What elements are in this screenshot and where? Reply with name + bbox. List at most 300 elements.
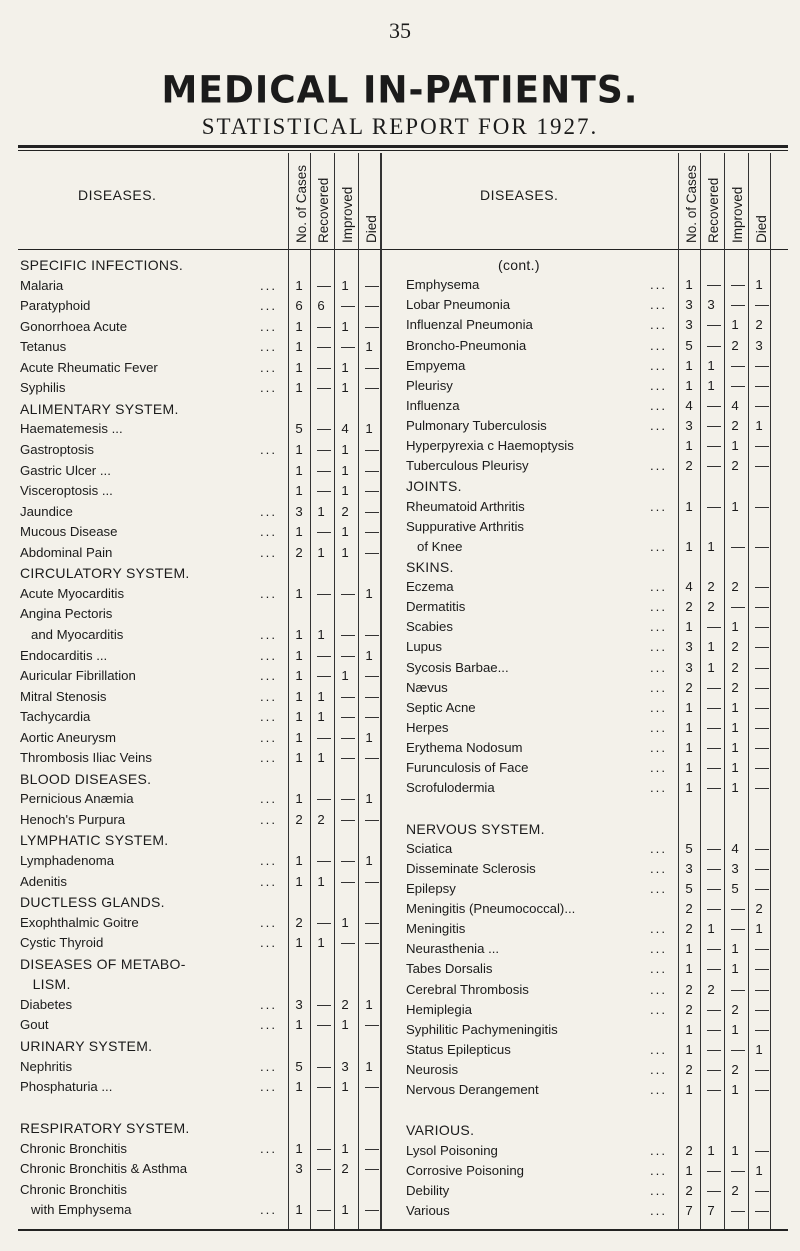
value-dash bbox=[755, 547, 769, 548]
table-row bbox=[18, 579, 788, 595]
disease-name: Debility bbox=[406, 1182, 450, 1198]
leader-dots: ... bbox=[260, 668, 277, 684]
table-row bbox=[18, 338, 788, 354]
table-row bbox=[18, 1203, 788, 1219]
recovered-count: 7 bbox=[707, 1202, 715, 1218]
cases-count: 3 bbox=[685, 860, 693, 876]
leader-dots: ... bbox=[650, 679, 667, 695]
leader-dots: ... bbox=[650, 941, 667, 957]
disease-name: Tetanus bbox=[20, 339, 67, 355]
value-dash bbox=[755, 768, 769, 769]
recovered-count: 6 bbox=[317, 298, 325, 314]
table-row bbox=[18, 317, 788, 333]
cases-count: 2 bbox=[685, 599, 693, 615]
leader-dots: ... bbox=[650, 357, 667, 373]
table-row bbox=[18, 499, 788, 515]
cases-count: 1 bbox=[685, 699, 693, 715]
leader-dots: ... bbox=[260, 1017, 277, 1033]
leader-dots: ... bbox=[260, 1079, 277, 1095]
value-dash bbox=[755, 466, 769, 467]
leader-dots: ... bbox=[650, 1062, 667, 1077]
value-dash bbox=[755, 668, 769, 669]
improved-count: 4 bbox=[731, 840, 739, 856]
improved-count: 2 bbox=[341, 1161, 349, 1177]
disease-name: Nervous Derangement bbox=[406, 1082, 539, 1098]
improved-count: 1 bbox=[731, 941, 739, 957]
recovered-count: 1 bbox=[317, 750, 325, 766]
disease-name: Scrofulodermia bbox=[406, 780, 495, 796]
disease-name: Pulmonary Tuberculosis bbox=[406, 418, 547, 433]
leader-dots: ... bbox=[650, 880, 667, 896]
table-row bbox=[18, 1042, 788, 1058]
section-label: CIRCULATORY SYSTEM. bbox=[20, 565, 190, 582]
improved-count: 1 bbox=[731, 719, 739, 735]
section-label: SKINS. bbox=[406, 558, 454, 575]
died-count: 2 bbox=[755, 317, 763, 333]
left-col-header: Improved bbox=[340, 186, 355, 243]
improved-count: 1 bbox=[731, 317, 739, 333]
disease-name: Tuberculous Pleurisy bbox=[406, 458, 529, 474]
value-dash bbox=[755, 969, 769, 970]
leader-dots: ... bbox=[650, 780, 667, 796]
cases-count: 1 bbox=[685, 740, 693, 755]
leader-dots: ... bbox=[260, 750, 277, 766]
cases-count: 2 bbox=[685, 679, 693, 695]
disease-name: Influenza bbox=[406, 397, 460, 413]
table-row bbox=[18, 1140, 788, 1159]
disease-name: Eczema bbox=[406, 579, 454, 594]
value-dash bbox=[755, 366, 769, 367]
section-label: LYMPHATIC SYSTEM. bbox=[20, 832, 169, 849]
value-dash bbox=[707, 788, 721, 789]
improved-count: 1 bbox=[341, 524, 349, 540]
recovered-count: 1 bbox=[707, 357, 715, 373]
leader-dots: ... bbox=[650, 921, 667, 937]
value-dash bbox=[755, 386, 769, 387]
disease-name: Hemiplegia bbox=[406, 1001, 472, 1017]
disease-name: Acute Myocarditis bbox=[20, 585, 125, 601]
leader-dots: ... bbox=[260, 873, 277, 889]
value-dash bbox=[707, 869, 721, 870]
disease-name: Aortic Aneurysm bbox=[20, 729, 117, 745]
leader-dots: ... bbox=[650, 840, 667, 856]
disease-name: Corrosive Poisoning bbox=[406, 1162, 525, 1178]
leader-dots: ... bbox=[260, 791, 277, 807]
value-dash bbox=[341, 697, 355, 698]
value-dash bbox=[755, 587, 769, 588]
leader-dots: ... bbox=[260, 626, 277, 642]
value-dash bbox=[755, 507, 769, 508]
value-dash bbox=[707, 949, 721, 950]
leader-dots: ... bbox=[260, 996, 277, 1012]
table-row bbox=[18, 982, 788, 998]
improved-count: 2 bbox=[341, 503, 349, 519]
recovered-count: 1 bbox=[317, 544, 325, 560]
leader-dots: ... bbox=[650, 740, 667, 755]
value-dash bbox=[755, 647, 769, 648]
table-row bbox=[18, 539, 788, 555]
improved-count: 1 bbox=[731, 740, 739, 755]
recovered-count: 2 bbox=[707, 981, 715, 997]
value-dash bbox=[755, 688, 769, 689]
cases-count: 1 bbox=[685, 961, 693, 977]
value-dash bbox=[317, 799, 331, 800]
leader-dots: ... bbox=[650, 981, 667, 997]
cases-count: 1 bbox=[295, 668, 303, 684]
value-dash bbox=[731, 990, 745, 991]
value-dash bbox=[707, 849, 721, 850]
section-heading bbox=[18, 1122, 788, 1138]
leader-dots: ... bbox=[260, 277, 277, 293]
cases-count: 1 bbox=[295, 359, 303, 375]
left-col-header: No. of Cases bbox=[294, 164, 309, 243]
died-count: 1 bbox=[755, 921, 763, 937]
table-row bbox=[18, 941, 788, 957]
cases-count: 3 bbox=[685, 659, 693, 675]
recovered-count: 3 bbox=[707, 297, 715, 313]
cases-count: 2 bbox=[685, 1001, 693, 1017]
disease-name: Exophthalmic Goitre bbox=[20, 914, 139, 930]
leader-dots: ... bbox=[650, 458, 667, 474]
died-count: 1 bbox=[365, 729, 373, 745]
cases-count: 5 bbox=[685, 840, 693, 856]
improved-count: 1 bbox=[341, 1140, 349, 1156]
cases-count: 2 bbox=[685, 981, 693, 997]
improved-count: 1 bbox=[341, 914, 349, 930]
leader-dots: ... bbox=[650, 639, 667, 655]
cases-count: 3 bbox=[685, 297, 693, 313]
value-dash bbox=[755, 728, 769, 729]
cases-count: 1 bbox=[295, 462, 303, 478]
improved-count: 1 bbox=[731, 961, 739, 977]
value-dash bbox=[755, 627, 769, 628]
improved-count: 1 bbox=[341, 462, 349, 478]
disease-name: and Myocarditis bbox=[20, 626, 124, 642]
section-heading bbox=[18, 559, 788, 575]
disease-name: Broncho-Pneumonia bbox=[406, 337, 527, 353]
top-rule-thin bbox=[18, 150, 788, 151]
improved-count: 4 bbox=[731, 397, 739, 413]
cases-count: 1 bbox=[685, 357, 693, 373]
section-heading bbox=[18, 478, 788, 494]
cases-count: 1 bbox=[685, 941, 693, 957]
leader-dots: ... bbox=[650, 699, 667, 715]
value-dash bbox=[707, 426, 721, 427]
disease-name: Septic Acne bbox=[406, 699, 476, 715]
section-label: ALIMENTARY SYSTEM. bbox=[20, 400, 179, 417]
section-label: RESPIRATORY SYSTEM. bbox=[20, 1120, 190, 1137]
section-label: LISM. bbox=[20, 976, 71, 993]
cases-count: 1 bbox=[295, 339, 303, 355]
improved-count: 2 bbox=[731, 679, 739, 695]
disease-name: Mucous Disease bbox=[20, 524, 118, 540]
value-dash bbox=[755, 1090, 769, 1091]
value-dash bbox=[731, 929, 745, 930]
cases-count: 1 bbox=[295, 585, 303, 601]
value-dash bbox=[755, 1030, 769, 1031]
disease-name: Herpes bbox=[406, 719, 449, 735]
improved-count: 1 bbox=[731, 1021, 739, 1037]
leader-dots: ... bbox=[650, 277, 667, 293]
table-row bbox=[18, 921, 788, 937]
improved-count: 1 bbox=[731, 699, 739, 715]
section-label: BLOOD DISEASES. bbox=[20, 770, 152, 787]
value-dash bbox=[755, 849, 769, 850]
disease-name: Henoch's Purpura bbox=[20, 811, 126, 827]
value-dash bbox=[707, 768, 721, 769]
value-dash bbox=[341, 738, 355, 739]
cases-count: 3 bbox=[295, 996, 303, 1012]
leader-dots: ... bbox=[650, 1001, 667, 1017]
improved-count: 1 bbox=[341, 318, 349, 334]
table-row bbox=[18, 841, 788, 857]
value-dash bbox=[755, 305, 769, 306]
disease-name: Lupus bbox=[406, 639, 442, 655]
disease-name: Paratyphoid bbox=[20, 298, 91, 314]
table-row bbox=[18, 760, 788, 776]
improved-count: 1 bbox=[341, 380, 349, 396]
disease-name: Lobar Pneumonia bbox=[406, 297, 511, 313]
table-row bbox=[18, 398, 788, 414]
improved-count: 4 bbox=[341, 421, 349, 437]
disease-name: Hyperpyrexia c Haemoptysis bbox=[406, 438, 574, 454]
value-dash bbox=[707, 1090, 721, 1091]
value-dash bbox=[707, 507, 721, 508]
disease-name: Malaria bbox=[20, 277, 64, 293]
improved-count: 1 bbox=[731, 1142, 739, 1158]
table-row bbox=[18, 1183, 788, 1199]
table-row bbox=[18, 740, 788, 756]
cases-count: 2 bbox=[295, 811, 303, 827]
improved-count: 2 bbox=[731, 659, 739, 675]
improved-count: 2 bbox=[731, 1001, 739, 1017]
disease-name: Thrombosis Iliac Veins bbox=[20, 750, 152, 766]
value-dash bbox=[341, 799, 355, 800]
died-count: 2 bbox=[755, 901, 763, 916]
value-dash bbox=[755, 446, 769, 447]
disease-name: Haematemesis ... bbox=[20, 421, 123, 437]
table-row bbox=[18, 619, 788, 635]
value-dash bbox=[707, 1030, 721, 1031]
cases-count: 1 bbox=[685, 498, 693, 514]
value-dash bbox=[731, 547, 745, 548]
leader-dots: ... bbox=[650, 1182, 667, 1198]
disease-name: Acute Rheumatic Fever bbox=[20, 359, 158, 375]
improved-count: 1 bbox=[341, 668, 349, 684]
left-col-header: Recovered bbox=[316, 177, 331, 243]
table-row bbox=[18, 438, 788, 454]
value-dash bbox=[707, 1010, 721, 1011]
recovered-count: 1 bbox=[707, 921, 715, 937]
disease-name: Neurosis bbox=[406, 1062, 459, 1077]
improved-count: 3 bbox=[731, 860, 739, 876]
cases-count: 2 bbox=[685, 921, 693, 937]
value-dash bbox=[755, 607, 769, 608]
disease-name: Influenzal Pneumonia bbox=[406, 317, 533, 333]
cases-count: 2 bbox=[685, 1142, 693, 1158]
value-dash bbox=[365, 717, 379, 718]
top-rule-thick bbox=[18, 145, 788, 148]
disease-name: Dermatitis bbox=[406, 599, 466, 615]
value-dash bbox=[317, 656, 331, 657]
section-label: JOINTS. bbox=[406, 478, 462, 495]
improved-count: 1 bbox=[341, 359, 349, 375]
value-dash bbox=[707, 1050, 721, 1051]
value-dash bbox=[365, 758, 379, 759]
recovered-count: 1 bbox=[317, 709, 325, 725]
cases-count: 1 bbox=[295, 626, 303, 642]
recovered-count: 1 bbox=[707, 538, 715, 554]
disease-name: Lysol Poisoning bbox=[406, 1142, 498, 1158]
cases-count: 3 bbox=[685, 317, 693, 333]
leader-dots: ... bbox=[650, 1082, 667, 1098]
leader-dots: ... bbox=[650, 297, 667, 313]
value-dash bbox=[731, 305, 745, 306]
disease-name: Tachycardia bbox=[20, 709, 91, 725]
cases-count: 1 bbox=[295, 709, 303, 725]
cases-count: 3 bbox=[685, 639, 693, 655]
leader-dots: ... bbox=[260, 1202, 277, 1218]
leader-dots: ... bbox=[650, 397, 667, 413]
section-label: NERVOUS SYSTEM. bbox=[406, 820, 545, 837]
disease-name: Cerebral Thrombosis bbox=[406, 981, 529, 997]
improved-count: 1 bbox=[341, 1202, 349, 1218]
cases-count: 1 bbox=[295, 853, 303, 869]
leader-dots: ... bbox=[650, 579, 667, 594]
value-dash bbox=[755, 990, 769, 991]
cases-count: 1 bbox=[295, 1079, 303, 1095]
disease-name: Phosphaturia ... bbox=[20, 1079, 113, 1095]
cases-count: 2 bbox=[685, 1062, 693, 1077]
right-col-header: Died bbox=[754, 215, 769, 243]
disease-name: Syphilis bbox=[20, 380, 66, 396]
improved-count: 1 bbox=[731, 760, 739, 776]
improved-count: 2 bbox=[341, 996, 349, 1012]
improved-count: 1 bbox=[341, 544, 349, 560]
improved-count: 2 bbox=[731, 579, 739, 594]
leader-dots: ... bbox=[260, 524, 277, 540]
value-dash bbox=[707, 1171, 721, 1172]
value-dash bbox=[317, 738, 331, 739]
table-row bbox=[18, 780, 788, 796]
improved-count: 2 bbox=[731, 418, 739, 433]
cases-count: 1 bbox=[295, 791, 303, 807]
died-count: 1 bbox=[365, 647, 373, 663]
diseases-header-right: DISEASES. bbox=[480, 187, 559, 203]
leader-dots: ... bbox=[260, 585, 277, 601]
table-row bbox=[18, 378, 788, 394]
leader-dots: ... bbox=[260, 729, 277, 745]
cases-count: 5 bbox=[295, 1058, 303, 1074]
value-dash bbox=[755, 889, 769, 890]
value-dash bbox=[707, 889, 721, 890]
value-dash bbox=[755, 949, 769, 950]
value-dash bbox=[341, 656, 355, 657]
disease-name: Gout bbox=[20, 1017, 49, 1033]
died-count: 1 bbox=[755, 1041, 763, 1057]
cases-count: 1 bbox=[685, 1021, 693, 1037]
improved-count: 2 bbox=[731, 458, 739, 474]
recovered-count: 2 bbox=[707, 579, 715, 594]
cases-count: 1 bbox=[685, 719, 693, 735]
disease-name: Meningitis bbox=[406, 921, 466, 937]
header-rule bbox=[18, 249, 788, 250]
cases-count: 1 bbox=[295, 750, 303, 766]
table-row bbox=[18, 358, 788, 374]
value-dash bbox=[755, 1211, 769, 1212]
leader-dots: ... bbox=[650, 337, 667, 353]
value-dash bbox=[755, 1151, 769, 1152]
leader-dots: ... bbox=[260, 811, 277, 827]
cases-count: 2 bbox=[295, 914, 303, 930]
page-subtitle: STATISTICAL REPORT FOR 1927. bbox=[201, 114, 599, 139]
died-count: 1 bbox=[365, 853, 373, 869]
died-count: 1 bbox=[365, 791, 373, 807]
disease-name: Mitral Stenosis bbox=[20, 688, 107, 704]
value-dash bbox=[755, 869, 769, 870]
cases-count: 2 bbox=[685, 901, 693, 916]
value-dash bbox=[365, 676, 379, 677]
table-row bbox=[18, 720, 788, 736]
cases-count: 1 bbox=[685, 438, 693, 454]
disease-name: Chronic Bronchitis bbox=[20, 1181, 128, 1197]
leader-dots: ... bbox=[650, 1202, 667, 1218]
died-count: 3 bbox=[755, 337, 763, 353]
table-row bbox=[18, 1002, 788, 1018]
improved-count: 1 bbox=[341, 1079, 349, 1095]
disease-name: Gonorrhoea Acute bbox=[20, 318, 128, 334]
cases-count: 2 bbox=[295, 544, 303, 560]
leader-dots: ... bbox=[650, 418, 667, 433]
leader-dots: ... bbox=[260, 359, 277, 375]
table-row bbox=[18, 277, 788, 293]
value-dash bbox=[707, 969, 721, 970]
leader-dots: ... bbox=[260, 1140, 277, 1156]
leader-dots: ... bbox=[650, 1142, 667, 1158]
cases-count: 1 bbox=[295, 647, 303, 663]
improved-count: 1 bbox=[341, 277, 349, 293]
recovered-count: 1 bbox=[707, 1142, 715, 1158]
disease-name: Gastric Ulcer ... bbox=[20, 462, 111, 478]
disease-name: of Knee bbox=[406, 538, 463, 554]
value-dash bbox=[317, 676, 331, 677]
leader-dots: ... bbox=[650, 599, 667, 615]
improved-count: 1 bbox=[341, 1017, 349, 1033]
disease-name: Furunculosis of Face bbox=[406, 760, 529, 776]
disease-name: Lymphadenoma bbox=[20, 853, 115, 869]
value-dash bbox=[707, 748, 721, 749]
disease-name: Meningitis (Pneumococcal)... bbox=[406, 901, 576, 916]
improved-count: 1 bbox=[341, 483, 349, 499]
value-dash bbox=[341, 758, 355, 759]
leader-dots: ... bbox=[650, 377, 667, 393]
died-count: 1 bbox=[755, 1162, 763, 1178]
table-row bbox=[18, 961, 788, 977]
cases-count: 1 bbox=[685, 1082, 693, 1098]
cases-count: 1 bbox=[685, 619, 693, 635]
improved-count: 1 bbox=[731, 780, 739, 796]
disease-name: Nephritis bbox=[20, 1058, 73, 1074]
cases-count: 1 bbox=[295, 483, 303, 499]
value-dash bbox=[707, 728, 721, 729]
disease-name: Suppurative Arthritis bbox=[406, 518, 525, 534]
section-label: (cont.) bbox=[498, 257, 540, 273]
improved-count: 1 bbox=[341, 441, 349, 457]
value-dash bbox=[707, 285, 721, 286]
value-dash bbox=[365, 697, 379, 698]
disease-name: Pleurisy bbox=[406, 377, 453, 393]
value-dash bbox=[731, 366, 745, 367]
